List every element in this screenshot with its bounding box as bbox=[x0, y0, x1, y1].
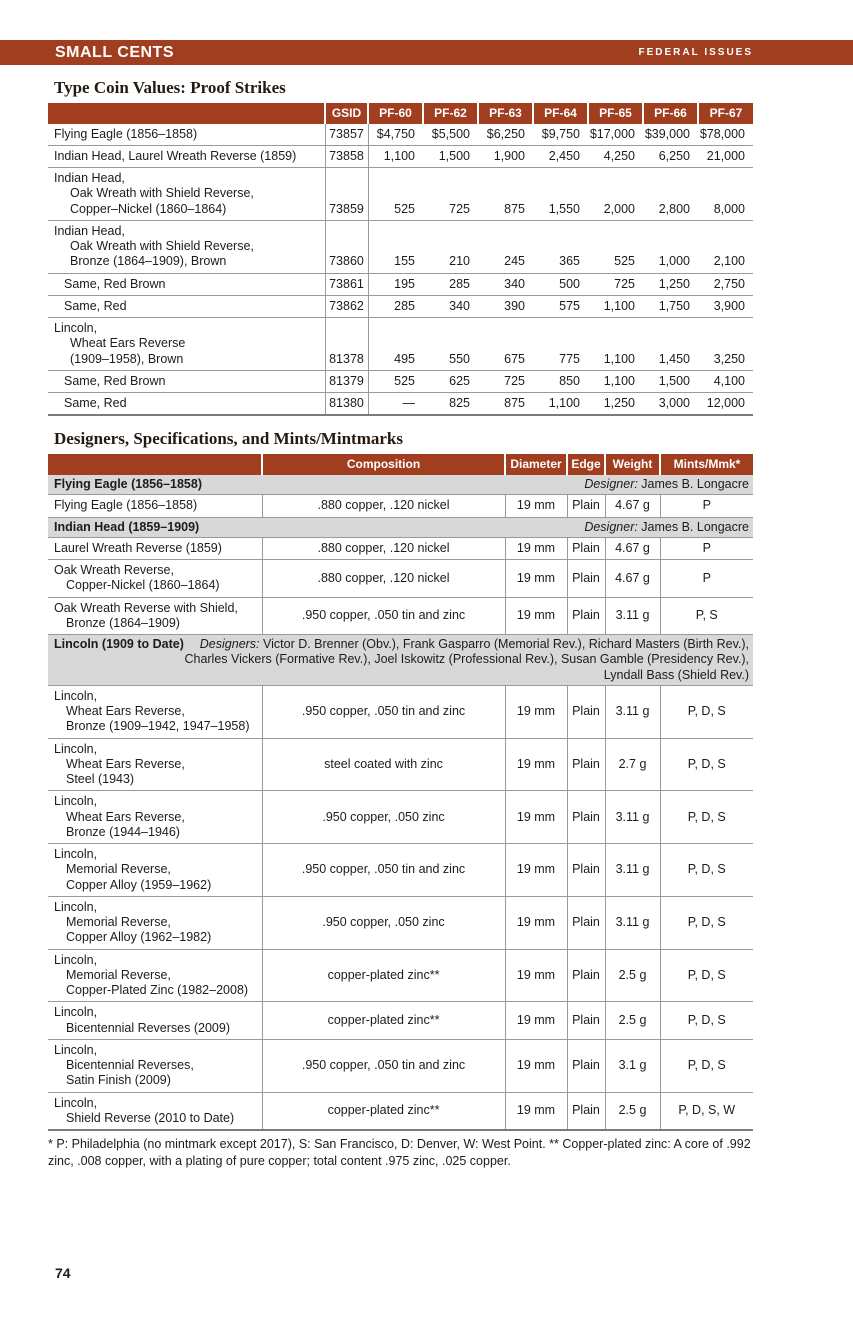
column-header-pf-64: PF-64 bbox=[533, 103, 588, 124]
coin-name-line: Shield Reverse (2010 to Date) bbox=[66, 1110, 235, 1125]
coin-name-line: Lincoln, bbox=[54, 741, 98, 756]
price-cell: 390 bbox=[478, 295, 533, 317]
price-cell: 1,250 bbox=[588, 393, 643, 416]
price-cell: 195 bbox=[368, 273, 423, 295]
coin-name-line: Copper-Nickel (1860–1864) bbox=[66, 578, 220, 593]
mints-cell: P, D, S bbox=[660, 844, 753, 897]
price-cell: 3,900 bbox=[698, 295, 753, 317]
coin-name-line: Wheat Ears Reverse, bbox=[66, 809, 185, 824]
coin-name-cell bbox=[48, 220, 325, 273]
price-cell: 340 bbox=[478, 273, 533, 295]
coin-name-line: Copper-Plated Zinc (1982–2008) bbox=[66, 983, 249, 997]
section-title-specs: Designers, Specifications, and Mints/Mintmarks bbox=[54, 429, 403, 449]
coin-name-line: Wheat Ears Reverse, bbox=[66, 704, 185, 718]
column-header-composition: Composition bbox=[262, 454, 505, 475]
weight-cell: 3.11 g bbox=[605, 791, 660, 844]
price-cell: 2,100 bbox=[698, 220, 753, 273]
price-cell: 825 bbox=[423, 393, 478, 416]
coin-name-cell bbox=[48, 318, 325, 371]
mints-cell: P, D, S bbox=[660, 791, 753, 844]
price-cell: 3,250 bbox=[698, 318, 753, 371]
diameter-cell: 19 mm bbox=[505, 560, 567, 598]
price-cell: — bbox=[368, 393, 423, 416]
table-row bbox=[48, 949, 753, 1002]
price-cell: 675 bbox=[478, 318, 533, 371]
price-cell: 875 bbox=[478, 168, 533, 221]
section-title-proof-values: Type Coin Values: Proof Strikes bbox=[54, 78, 286, 97]
price-cell: 210 bbox=[423, 220, 478, 273]
price-cell: 500 bbox=[533, 273, 588, 295]
coin-name-line: Lincoln, bbox=[54, 1005, 98, 1020]
diameter-cell: 19 mm bbox=[505, 791, 567, 844]
diameter-cell: 19 mm bbox=[505, 949, 567, 1002]
mints-cell: P, D, S bbox=[660, 1039, 753, 1092]
column-header-pf-63: PF-63 bbox=[478, 103, 533, 124]
price-cell: 550 bbox=[423, 318, 478, 371]
price-cell: 12,000 bbox=[698, 393, 753, 416]
edge-cell: Plain bbox=[567, 896, 605, 949]
coin-name-line: Oak Wreath Reverse with Shield, bbox=[54, 600, 238, 615]
composition-cell: .950 copper, .050 zinc bbox=[262, 896, 505, 949]
table-row bbox=[48, 370, 753, 392]
diameter-cell: 19 mm bbox=[505, 1002, 567, 1040]
diameter-cell: 19 mm bbox=[505, 896, 567, 949]
price-cell: $6,250 bbox=[478, 124, 533, 146]
price-cell: 1,100 bbox=[588, 295, 643, 317]
coin-name-cell bbox=[48, 124, 325, 146]
coin-name-cell bbox=[48, 560, 262, 598]
composition-cell: .880 copper, .120 nickel bbox=[262, 537, 505, 559]
coin-name-cell bbox=[48, 738, 262, 791]
page-region-label: FEDERAL ISSUES bbox=[638, 47, 753, 58]
type-band-name: Flying Eagle (1856–1858) bbox=[54, 477, 202, 491]
price-cell: 21,000 bbox=[698, 145, 753, 167]
price-cell: 2,750 bbox=[698, 273, 753, 295]
weight-cell: 2.5 g bbox=[605, 949, 660, 1002]
type-band-name: Lincoln (1909 to Date) bbox=[54, 637, 184, 651]
coin-name-cell bbox=[48, 597, 262, 635]
type-band-content bbox=[48, 477, 753, 492]
price-cell: 2,450 bbox=[533, 145, 588, 167]
table-row bbox=[48, 1039, 753, 1092]
edge-cell: Plain bbox=[567, 495, 605, 517]
coin-name-line: Indian Head, Laurel Wreath Reverse (1859) bbox=[54, 148, 297, 163]
coin-name-line: Same, Red Brown bbox=[64, 373, 166, 388]
price-cell: $17,000 bbox=[588, 124, 643, 146]
footnote: * P: Philadelphia (no mintmark except 2017), S: San Francisco, D: Denver, W: West Point. ** Copper-plated zinc: A core of .992 zinc, .008 copper, with a plating of pure copper; total content .975 zinc, .025 copper. bbox=[48, 1137, 751, 1168]
composition-cell: steel coated with zinc bbox=[262, 738, 505, 791]
mints-cell: P bbox=[660, 495, 753, 517]
type-band-cell bbox=[48, 635, 753, 686]
price-cell: 1,100 bbox=[588, 318, 643, 371]
price-cell: $39,000 bbox=[643, 124, 698, 146]
weight-cell: 3.11 g bbox=[605, 896, 660, 949]
coin-name-line: Laurel Wreath Reverse (1859) bbox=[54, 540, 222, 555]
price-cell: 575 bbox=[533, 295, 588, 317]
price-cell: 525 bbox=[368, 370, 423, 392]
price-cell: 875 bbox=[478, 393, 533, 416]
column-header-pf-62: PF-62 bbox=[423, 103, 478, 124]
diameter-cell: 19 mm bbox=[505, 1039, 567, 1092]
table-row bbox=[48, 597, 753, 635]
column-header-pf-67: PF-67 bbox=[698, 103, 753, 124]
coin-name-cell bbox=[48, 1002, 262, 1040]
composition-cell: copper-plated zinc** bbox=[262, 1002, 505, 1040]
coin-name-line: Bronze (1944–1946) bbox=[66, 824, 180, 839]
column-header-coin-type bbox=[48, 454, 262, 475]
edge-cell: Plain bbox=[567, 949, 605, 1002]
coin-name-line: Flying Eagle (1856–1858) bbox=[54, 498, 198, 513]
table-row bbox=[48, 1002, 753, 1040]
designer-label: Designer: bbox=[584, 519, 638, 534]
price-cell: 1,750 bbox=[643, 295, 698, 317]
price-cell: 495 bbox=[368, 318, 423, 371]
table-row bbox=[48, 896, 753, 949]
type-band-content bbox=[48, 520, 753, 535]
column-header-edge: Edge bbox=[567, 454, 605, 475]
coin-name-line: Same, Red bbox=[64, 298, 127, 313]
price-cell: 725 bbox=[588, 273, 643, 295]
column-header-gsid: GSID bbox=[325, 103, 368, 124]
weight-cell: 4.67 g bbox=[605, 560, 660, 598]
gsid-cell: 73861 bbox=[325, 273, 368, 295]
proof-values-table bbox=[48, 103, 753, 416]
coin-name-line: Lincoln, bbox=[54, 321, 98, 336]
table-row bbox=[48, 168, 753, 221]
price-cell: $5,500 bbox=[423, 124, 478, 146]
designer-label: Designer: bbox=[584, 477, 638, 491]
designer-credit: Designer: James B. Longacre bbox=[584, 519, 749, 534]
column-header-pf-66: PF-66 bbox=[643, 103, 698, 124]
specs-table-header bbox=[48, 454, 753, 475]
type-band-cell bbox=[48, 475, 753, 495]
mints-cell: P, D, S bbox=[660, 949, 753, 1002]
coin-name-line: Lincoln, bbox=[54, 688, 98, 703]
price-cell: $9,750 bbox=[533, 124, 588, 146]
coin-name-line: Indian Head, bbox=[54, 171, 125, 186]
coin-name-line: Same, Red Brown bbox=[64, 276, 166, 291]
diameter-cell: 19 mm bbox=[505, 685, 567, 738]
price-cell: 1,100 bbox=[533, 393, 588, 416]
price-cell: 625 bbox=[423, 370, 478, 392]
coin-name-line: Wheat Ears Reverse bbox=[70, 336, 186, 351]
type-band-cell bbox=[48, 517, 753, 537]
weight-cell: 2.5 g bbox=[605, 1002, 660, 1040]
coin-name-cell bbox=[48, 168, 325, 221]
coin-name-line: Wheat Ears Reverse, bbox=[66, 756, 185, 771]
price-cell: 4,250 bbox=[588, 145, 643, 167]
coin-name-line: Lincoln, bbox=[54, 1095, 98, 1110]
table-row bbox=[48, 273, 753, 295]
edge-cell: Plain bbox=[567, 685, 605, 738]
price-cell: 8,000 bbox=[698, 168, 753, 221]
gsid-cell: 81379 bbox=[325, 370, 368, 392]
table-row bbox=[48, 844, 753, 897]
coin-name-cell bbox=[48, 685, 262, 738]
price-cell: 155 bbox=[368, 220, 423, 273]
coin-name-line: Bicentennial Reverses, bbox=[66, 1058, 194, 1072]
coin-name-cell bbox=[48, 145, 325, 167]
price-cell: $78,000 bbox=[698, 124, 753, 146]
coin-name-line: (1909–1958), Brown bbox=[70, 351, 184, 366]
weight-cell: 3.11 g bbox=[605, 597, 660, 635]
diameter-cell: 19 mm bbox=[505, 738, 567, 791]
type-band-row bbox=[48, 517, 753, 537]
composition-cell: .950 copper, .050 tin and zinc bbox=[262, 597, 505, 635]
price-cell: 285 bbox=[423, 273, 478, 295]
coin-name-line: Bronze (1864–1909), Brown bbox=[70, 254, 227, 269]
price-cell: 2,000 bbox=[588, 168, 643, 221]
coin-name-line: Steel (1943) bbox=[66, 772, 135, 786]
table-row bbox=[48, 791, 753, 844]
composition-cell: .950 copper, .050 tin and zinc bbox=[262, 685, 505, 738]
designer-credit: Designer: James B. Longacre bbox=[584, 477, 749, 491]
column-header-pf-65: PF-65 bbox=[588, 103, 643, 124]
table-row bbox=[48, 220, 753, 273]
diameter-cell: 19 mm bbox=[505, 1092, 567, 1130]
type-band-row bbox=[48, 475, 753, 495]
edge-cell: Plain bbox=[567, 537, 605, 559]
price-cell: 725 bbox=[478, 370, 533, 392]
page-category-title: SMALL CENTS bbox=[55, 43, 174, 61]
composition-cell: .880 copper, .120 nickel bbox=[262, 495, 505, 517]
page-number: 74 bbox=[55, 1265, 71, 1281]
coin-name-line: Lincoln, bbox=[54, 952, 98, 967]
coin-name-cell bbox=[48, 896, 262, 949]
price-cell: 1,000 bbox=[643, 220, 698, 273]
coin-name-cell bbox=[48, 295, 325, 317]
edge-cell: Plain bbox=[567, 1039, 605, 1092]
column-header-weight: Weight bbox=[605, 454, 660, 475]
weight-cell: 2.7 g bbox=[605, 738, 660, 791]
edge-cell: Plain bbox=[567, 560, 605, 598]
coin-name-cell bbox=[48, 273, 325, 295]
price-cell: 1,100 bbox=[588, 370, 643, 392]
designer-credit: Designers: Victor D. Brenner (Obv.), Frank Gasparro (Memorial Rev.), Richard Masters (Birth Rev.), Charles Vickers (Formative Rev.), Joel Iskowitz (Professional Rev.), Susan Gamble (Presidency Rev.), Lyndall Bass (Shield Rev.) bbox=[184, 637, 749, 682]
column-header-mints-mmk-: Mints/Mmk* bbox=[660, 454, 753, 475]
proof-values-table-header bbox=[48, 103, 753, 124]
gsid-cell: 73860 bbox=[325, 220, 368, 273]
gsid-cell: 73857 bbox=[325, 124, 368, 146]
price-cell: $4,750 bbox=[368, 124, 423, 146]
page-header-bar bbox=[0, 40, 853, 65]
coin-name-line: Oak Wreath with Shield Reverse, bbox=[70, 239, 254, 254]
price-cell: 4,100 bbox=[698, 370, 753, 392]
coin-name-line: Lincoln, bbox=[54, 1042, 98, 1057]
coin-name-cell bbox=[48, 495, 262, 517]
gsid-cell: 73862 bbox=[325, 295, 368, 317]
coin-name-line: Oak Wreath with Shield Reverse, bbox=[70, 186, 254, 201]
edge-cell: Plain bbox=[567, 1092, 605, 1130]
coin-name-cell bbox=[48, 1092, 262, 1130]
coin-name-line: Lincoln, bbox=[54, 899, 98, 914]
mints-cell: P, D, S bbox=[660, 896, 753, 949]
table-row bbox=[48, 318, 753, 371]
price-cell: 1,900 bbox=[478, 145, 533, 167]
edge-cell: Plain bbox=[567, 844, 605, 897]
gsid-cell: 73859 bbox=[325, 168, 368, 221]
diameter-cell: 19 mm bbox=[505, 495, 567, 517]
composition-cell: copper-plated zinc** bbox=[262, 1092, 505, 1130]
price-cell: 525 bbox=[368, 168, 423, 221]
edge-cell: Plain bbox=[567, 597, 605, 635]
price-cell: 1,550 bbox=[533, 168, 588, 221]
coin-name-cell bbox=[48, 949, 262, 1002]
diameter-cell: 19 mm bbox=[505, 597, 567, 635]
gsid-cell: 81378 bbox=[325, 318, 368, 371]
composition-cell: .950 copper, .050 zinc bbox=[262, 791, 505, 844]
coin-name-line: Satin Finish (2009) bbox=[66, 1073, 171, 1088]
coin-name-cell bbox=[48, 844, 262, 897]
price-cell: 1,500 bbox=[423, 145, 478, 167]
price-cell: 365 bbox=[533, 220, 588, 273]
coin-name-line: Memorial Reverse, bbox=[66, 915, 171, 929]
table-row bbox=[48, 495, 753, 517]
composition-cell: .950 copper, .050 tin and zinc bbox=[262, 1039, 505, 1092]
price-cell: 725 bbox=[423, 168, 478, 221]
table-row bbox=[48, 1092, 753, 1130]
weight-cell: 3.11 g bbox=[605, 844, 660, 897]
price-cell: 6,250 bbox=[643, 145, 698, 167]
coin-name-line: Copper–Nickel (1860–1864) bbox=[70, 201, 227, 216]
edge-cell: Plain bbox=[567, 738, 605, 791]
column-header-coin-name bbox=[48, 103, 325, 124]
coin-name-line: Bicentennial Reverses (2009) bbox=[66, 1020, 230, 1035]
coin-name-cell bbox=[48, 791, 262, 844]
composition-cell: copper-plated zinc** bbox=[262, 949, 505, 1002]
type-band-name: Indian Head (1859–1909) bbox=[54, 519, 200, 534]
coin-name-line: Memorial Reverse, bbox=[66, 967, 171, 982]
price-cell: 285 bbox=[368, 295, 423, 317]
price-cell: 340 bbox=[423, 295, 478, 317]
coin-name-cell bbox=[48, 1039, 262, 1092]
page-content bbox=[48, 78, 753, 1169]
coin-name-line: Bronze (1909–1942, 1947–1958) bbox=[66, 719, 250, 734]
price-cell: 775 bbox=[533, 318, 588, 371]
coin-name-line: Lincoln, bbox=[54, 794, 98, 809]
mints-cell: P bbox=[660, 560, 753, 598]
table-row bbox=[48, 124, 753, 146]
coin-name-line: Flying Eagle (1856–1858) bbox=[54, 126, 198, 141]
gsid-cell: 81380 bbox=[325, 393, 368, 416]
table-row bbox=[48, 393, 753, 416]
type-band-content bbox=[48, 637, 753, 683]
coin-name-line: Oak Wreath Reverse, bbox=[54, 563, 174, 577]
price-cell: 1,100 bbox=[368, 145, 423, 167]
coin-name-cell bbox=[48, 393, 325, 416]
weight-cell: 4.67 g bbox=[605, 495, 660, 517]
edge-cell: Plain bbox=[567, 1002, 605, 1040]
table-row bbox=[48, 560, 753, 598]
type-band-row bbox=[48, 635, 753, 686]
table-row bbox=[48, 537, 753, 559]
weight-cell: 3.11 g bbox=[605, 685, 660, 738]
designer-label: Designers: bbox=[199, 637, 260, 651]
coin-name-cell bbox=[48, 370, 325, 392]
column-header-pf-60: PF-60 bbox=[368, 103, 423, 124]
column-header-diameter: Diameter bbox=[505, 454, 567, 475]
table-row bbox=[48, 145, 753, 167]
mints-cell: P, S bbox=[660, 597, 753, 635]
mints-cell: P bbox=[660, 537, 753, 559]
price-cell: 525 bbox=[588, 220, 643, 273]
specs-table bbox=[48, 454, 753, 1131]
price-cell: 2,800 bbox=[643, 168, 698, 221]
price-cell: 245 bbox=[478, 220, 533, 273]
edge-cell: Plain bbox=[567, 791, 605, 844]
table-row bbox=[48, 738, 753, 791]
gsid-cell: 73858 bbox=[325, 145, 368, 167]
composition-cell: .880 copper, .120 nickel bbox=[262, 560, 505, 598]
price-cell: 3,000 bbox=[643, 393, 698, 416]
coin-name-line: Bronze (1864–1909) bbox=[66, 615, 180, 630]
mints-cell: P, D, S bbox=[660, 738, 753, 791]
price-cell: 1,450 bbox=[643, 318, 698, 371]
table-row bbox=[48, 685, 753, 738]
coin-name-line: Copper Alloy (1959–1962) bbox=[66, 877, 212, 892]
composition-cell: .950 copper, .050 tin and zinc bbox=[262, 844, 505, 897]
table-row bbox=[48, 295, 753, 317]
price-cell: 1,500 bbox=[643, 370, 698, 392]
mints-cell: P, D, S bbox=[660, 1002, 753, 1040]
weight-cell: 3.1 g bbox=[605, 1039, 660, 1092]
diameter-cell: 19 mm bbox=[505, 537, 567, 559]
weight-cell: 2.5 g bbox=[605, 1092, 660, 1130]
coin-name-line: Same, Red bbox=[64, 396, 127, 411]
coin-name-line: Copper Alloy (1962–1982) bbox=[66, 930, 212, 945]
coin-name-line: Lincoln, bbox=[54, 847, 98, 861]
weight-cell: 4.67 g bbox=[605, 537, 660, 559]
mints-cell: P, D, S bbox=[660, 685, 753, 738]
price-cell: 1,250 bbox=[643, 273, 698, 295]
coin-name-line: Memorial Reverse, bbox=[66, 862, 171, 877]
coin-name-cell bbox=[48, 537, 262, 559]
price-cell: 850 bbox=[533, 370, 588, 392]
coin-name-line: Indian Head, bbox=[54, 223, 125, 238]
mints-cell: P, D, S, W bbox=[660, 1092, 753, 1130]
diameter-cell: 19 mm bbox=[505, 844, 567, 897]
